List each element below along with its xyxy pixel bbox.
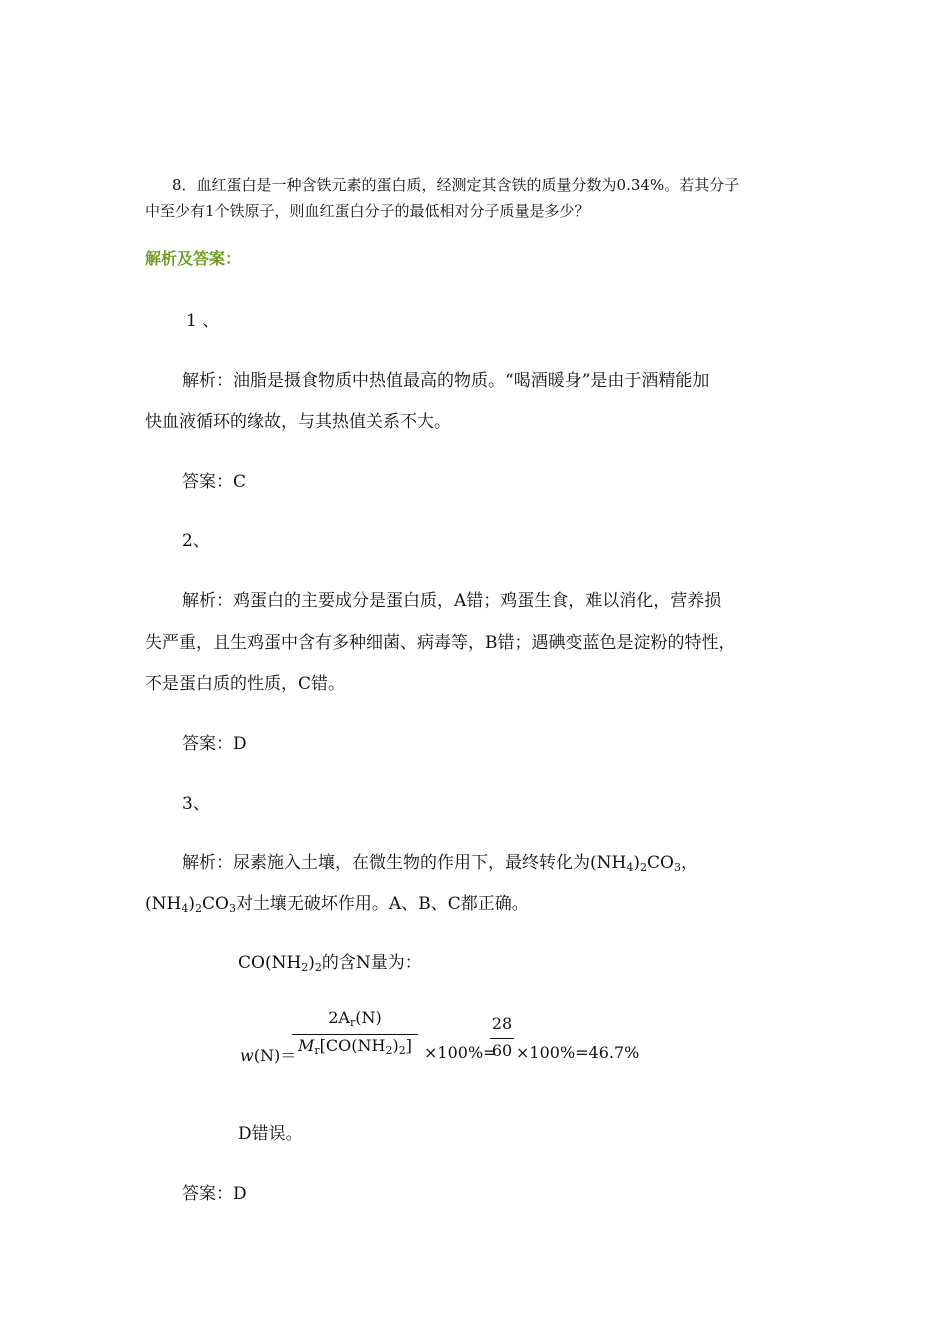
- formula-fraction-bar-2: [490, 1038, 514, 1039]
- item3-answer: 答案：D: [182, 1184, 247, 1204]
- formula-lhs: w(N)＝: [240, 1046, 297, 1065]
- item1-analysis-line-1: 解析：油脂是摄食物质中热值最高的物质。“喝酒暖身”是由于酒精能加: [182, 371, 710, 391]
- formula-result: ×100%=46.7%: [516, 1043, 640, 1062]
- item1-answer: 答案：C: [182, 472, 247, 492]
- item3-co-line: $CO(NH_2)_2$的含N量为：: [238, 953, 422, 974]
- item1-number: 1 、: [186, 311, 220, 331]
- item2-analysis-line-3: 不是蛋白质的性质，C错。: [145, 674, 346, 694]
- formula-fraction-bar-1: [292, 1034, 418, 1035]
- formula-numerator-1: $2A_r(N)$: [328, 1008, 382, 1029]
- item3-analysis-line-2: $(NH_4)_2CO_3$对土壤无破坏作用。A、B、C都正确。: [145, 894, 529, 915]
- item2-number: 2、: [182, 531, 210, 551]
- item2-answer: 答案：D: [182, 734, 247, 754]
- item1-analysis-line-2: 快血液循环的缘故，与其热值关系不大。: [145, 412, 451, 432]
- answer-heading: 解析及答案：: [145, 249, 242, 268]
- item2-analysis-line-2: 失严重，且生鸡蛋中含有多种细菌、病毒等，B错；遇碘变蓝色是淀粉的特性，: [145, 633, 736, 653]
- formula-numerator-2: 28: [491, 1014, 513, 1033]
- item3-number: 3、: [182, 794, 210, 814]
- item3-conclusion: D错误。: [238, 1124, 303, 1144]
- formula-denominator-2: 60: [491, 1041, 513, 1060]
- formula-denominator-1: $M_r[CO(NH_2)_2]$: [298, 1036, 412, 1057]
- question-line-1: 8．血红蛋白是一种含铁元素的蛋白质，经测定其含铁的质量分数为0.34%。若其分子: [172, 176, 740, 194]
- item2-analysis-line-1: 解析：鸡蛋白的主要成分是蛋白质，A错；鸡蛋生食，难以消化，营养损: [182, 591, 722, 611]
- formula-times-1: ×100%=: [424, 1043, 497, 1062]
- question-line-2: 中至少有1个铁原子，则血红蛋白分子的最低相对分子质量是多少？: [145, 202, 590, 220]
- item3-analysis-line-1: 解析：尿素施入土壤，在微生物的作用下，最终转化为$(NH_4)_2CO_3$，: [182, 853, 698, 874]
